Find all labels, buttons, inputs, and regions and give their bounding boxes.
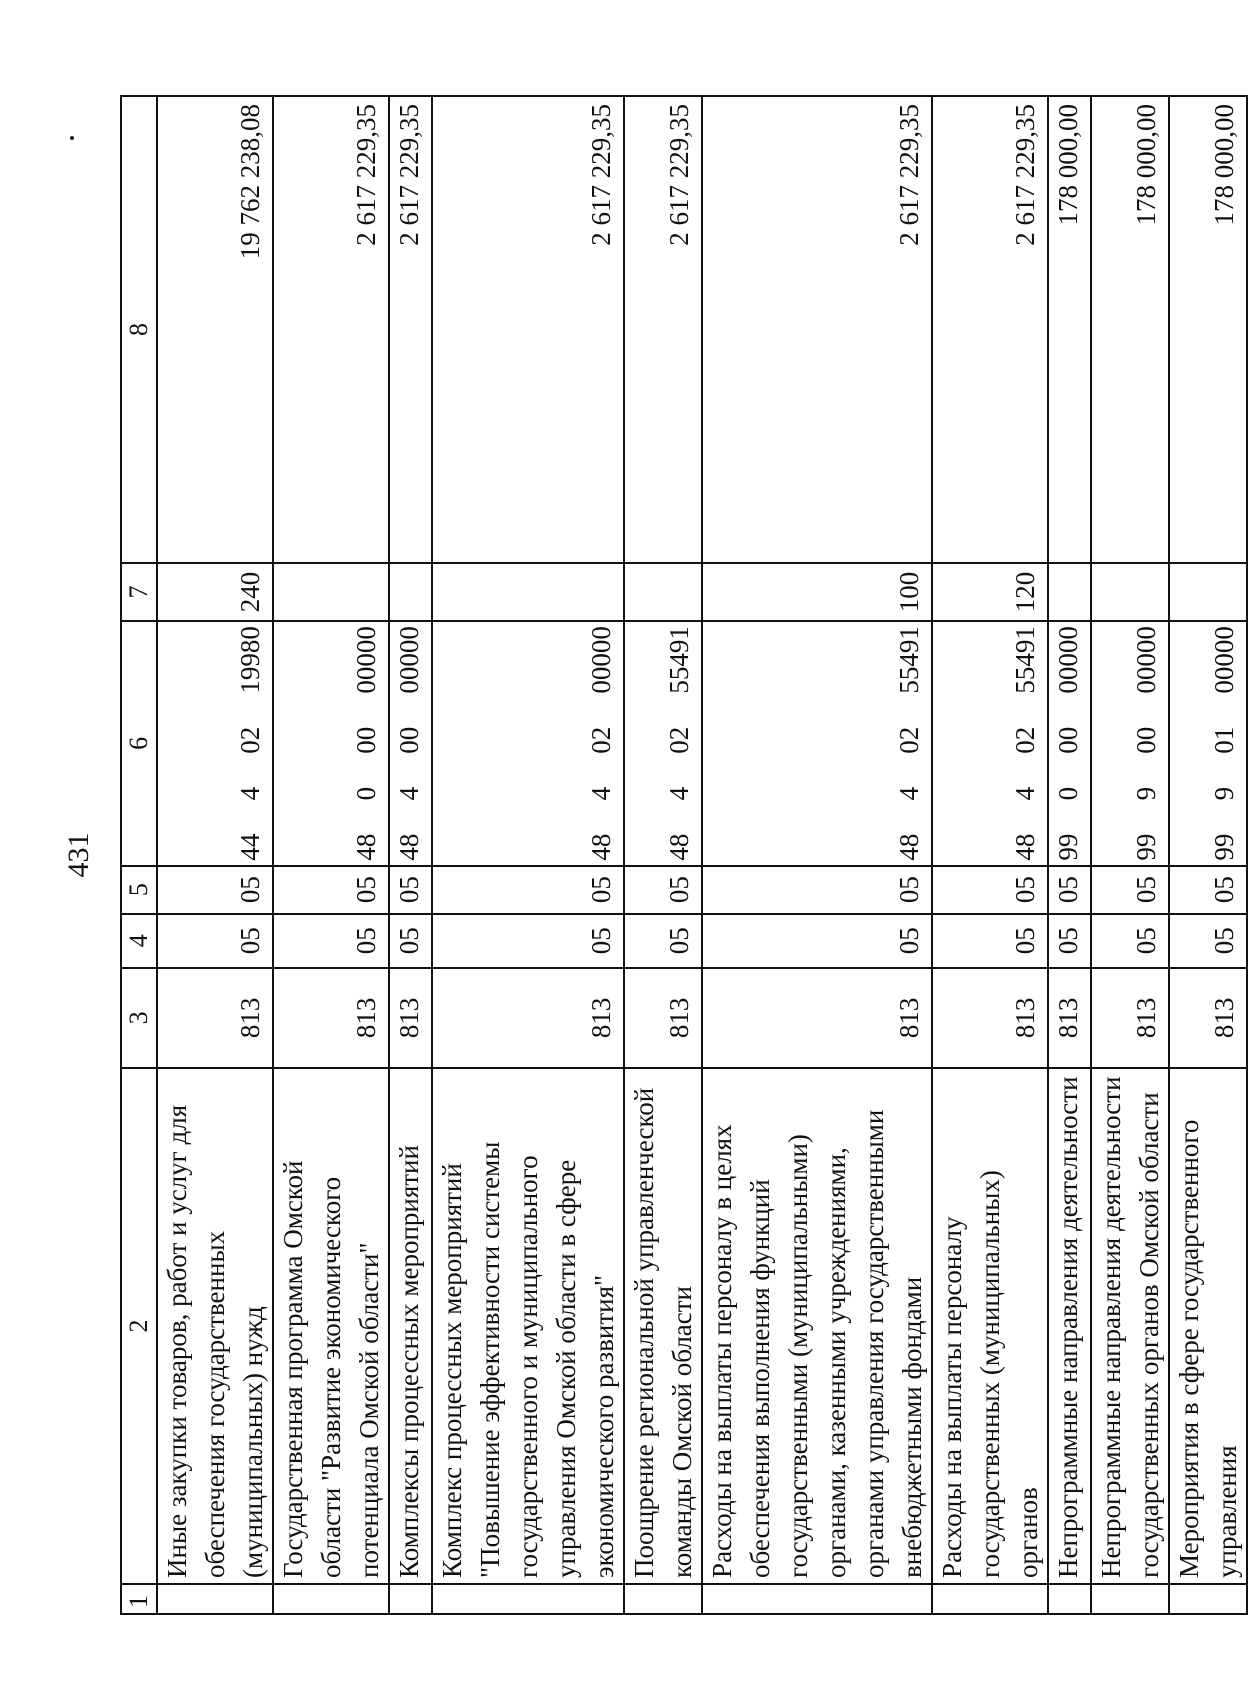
header-row	[121, 96, 157, 1614]
row-name-cell: Иные закупки товаров, работ и услуг для обеспечения государственных (муниципальных) нужд	[157, 1068, 273, 1584]
target-article-part: 02	[586, 726, 616, 754]
target-article-part: 0	[1053, 786, 1083, 801]
target-article-part: 02	[235, 726, 265, 754]
target-article-part: 4	[664, 786, 694, 801]
target-article-cell	[702, 621, 932, 865]
target-article-part: 48	[351, 833, 381, 861]
header-cell: 7	[121, 563, 157, 621]
page-number: 431	[62, 832, 95, 878]
expense-type-cell	[432, 563, 624, 621]
target-article-part: 4	[586, 786, 616, 801]
expense-type-cell	[1091, 563, 1169, 621]
code-cell: 813	[389, 968, 432, 1068]
section-cell: 05	[273, 914, 389, 968]
target-article-part: 00	[1131, 726, 1161, 754]
subsection-cell: 05	[1169, 866, 1247, 914]
amount-cell: 2 617 229,35	[932, 96, 1048, 563]
subsection-cell: 05	[1091, 866, 1169, 914]
section-cell: 05	[1169, 914, 1247, 968]
target-article-part: 44	[235, 833, 265, 861]
subsection-cell: 05	[432, 866, 624, 914]
target-article-part: 02	[894, 726, 924, 754]
code-cell: 813	[157, 968, 273, 1068]
subsection-cell: 05	[273, 866, 389, 914]
target-article-part: 48	[1010, 833, 1040, 861]
amount-cell: 2 617 229,35	[273, 96, 389, 563]
amount-cell: 178 000,00	[1091, 96, 1169, 563]
table-row	[1169, 96, 1247, 1614]
target-article-part: 00000	[1053, 626, 1083, 694]
section-cell: 05	[157, 914, 273, 968]
target-article-part: 00000	[586, 626, 616, 694]
header-cell: 5	[121, 866, 157, 914]
section-cell: 05	[1048, 914, 1091, 968]
amount-cell: 178 000,00	[1048, 96, 1091, 563]
row-index-cell	[273, 1584, 389, 1614]
table-row	[432, 96, 624, 1614]
target-article-part: 48	[394, 833, 424, 861]
target-article-part: 99	[1131, 833, 1161, 861]
target-article-part: 00	[1053, 726, 1083, 754]
target-article-part: 4	[1010, 786, 1040, 801]
budget-table	[120, 95, 1248, 1615]
expense-type-cell	[1048, 563, 1091, 621]
target-article-part: 48	[894, 833, 924, 861]
row-index-cell	[157, 1584, 273, 1614]
row-index-cell	[1048, 1584, 1091, 1614]
target-article-part: 55491	[894, 626, 924, 694]
subsection-cell: 05	[1048, 866, 1091, 914]
code-cell: 813	[702, 968, 932, 1068]
target-article-cell	[273, 621, 389, 865]
code-cell: 813	[273, 968, 389, 1068]
row-name-cell: Непрограммные направления деятельности государственных органов Омской области	[1091, 1068, 1169, 1584]
amount-cell: 2 617 229,35	[389, 96, 432, 563]
target-article-cell	[932, 621, 1048, 865]
target-article-part: 00000	[351, 626, 381, 694]
row-name-cell: Расходы на выплаты персоналу государственных (муниципальных) органов	[932, 1068, 1048, 1584]
row-index-cell	[1169, 1584, 1247, 1614]
header-cell: 3	[121, 968, 157, 1068]
table-row	[1091, 96, 1169, 1614]
header-cell: 6	[121, 621, 157, 865]
table-row	[389, 96, 432, 1614]
expense-type-cell: 100	[702, 563, 932, 621]
section-cell: 05	[702, 914, 932, 968]
expense-type-cell	[1169, 563, 1247, 621]
target-article-part: 55491	[664, 626, 694, 694]
target-article-part: 4	[394, 786, 424, 801]
row-index-cell	[432, 1584, 624, 1614]
row-name-cell: Поощрение региональной управленческой команды Омской области	[624, 1068, 702, 1584]
row-index-cell	[624, 1584, 702, 1614]
table-row	[702, 96, 932, 1614]
row-index-cell	[1091, 1584, 1169, 1614]
target-article-cell	[1048, 621, 1091, 865]
code-cell: 813	[432, 968, 624, 1068]
target-article-cell	[624, 621, 702, 865]
expense-type-cell	[273, 563, 389, 621]
table-row	[932, 96, 1048, 1614]
target-article-part: 4	[235, 786, 265, 801]
target-article-part: 99	[1209, 833, 1239, 861]
section-cell: 05	[432, 914, 624, 968]
target-article-part: 48	[664, 833, 694, 861]
target-article-cell	[389, 621, 432, 865]
section-cell: 05	[624, 914, 702, 968]
header-cell: 2	[121, 1068, 157, 1584]
target-article-part: 9	[1131, 786, 1161, 801]
section-cell: 05	[389, 914, 432, 968]
row-index-cell	[702, 1584, 932, 1614]
table-row	[624, 96, 702, 1614]
target-article-part: 55491	[1010, 626, 1040, 694]
target-article-part: 00000	[394, 626, 424, 694]
amount-cell: 19 762 238,08	[157, 96, 273, 563]
target-article-part: 99	[1053, 833, 1083, 861]
code-cell: 813	[1169, 968, 1247, 1068]
expense-type-cell	[624, 563, 702, 621]
target-article-part: 00	[351, 726, 381, 754]
row-name-cell: Государственная программа Омской области "Развитие экономического потенциала Омской области"	[273, 1068, 389, 1584]
amount-cell: 2 617 229,35	[432, 96, 624, 563]
subsection-cell: 05	[624, 866, 702, 914]
row-name-cell: Комплексы процессных мероприятий	[389, 1068, 432, 1584]
target-article-part: 02	[1010, 726, 1040, 754]
row-index-cell	[932, 1584, 1048, 1614]
target-article-cell	[432, 621, 624, 865]
target-article-part: 02	[664, 726, 694, 754]
target-article-part: 19980	[235, 626, 265, 694]
row-name-cell: Комплекс процессных мероприятий "Повышение эффективности системы государственного и муниципального управления Омской области в сфере экономического развития"	[432, 1068, 624, 1584]
code-cell: 813	[624, 968, 702, 1068]
row-name-cell: Непрограммные направления деятельности	[1048, 1068, 1091, 1584]
subsection-cell: 05	[157, 866, 273, 914]
target-article-cell	[157, 621, 273, 865]
target-article-part: 00000	[1131, 626, 1161, 694]
target-article-cell	[1169, 621, 1247, 865]
expense-type-cell	[389, 563, 432, 621]
row-index-cell	[389, 1584, 432, 1614]
subsection-cell: 05	[702, 866, 932, 914]
subsection-cell: 05	[389, 866, 432, 914]
code-cell: 813	[1091, 968, 1169, 1068]
table-row	[1048, 96, 1091, 1614]
section-cell: 05	[932, 914, 1048, 968]
target-article-part: 00	[394, 726, 424, 754]
amount-cell: 2 617 229,35	[624, 96, 702, 563]
subsection-cell: 05	[932, 866, 1048, 914]
expense-type-cell: 120	[932, 563, 1048, 621]
row-name-cell: Расходы на выплаты персоналу в целях обеспечения выполнения функций государственными (муниципальными) органами, казенными учреждениями, органами управления государственными внебюджетными фондами	[702, 1068, 932, 1584]
rotated-page	[50, 95, 1242, 1615]
amount-cell: 2 617 229,35	[702, 96, 932, 563]
target-article-part: 9	[1209, 786, 1239, 801]
table-body	[121, 96, 1247, 1614]
target-article-cell	[1091, 621, 1169, 865]
code-cell: 813	[1048, 968, 1091, 1068]
table-row	[273, 96, 389, 1614]
table-row	[157, 96, 273, 1614]
expense-type-cell: 240	[157, 563, 273, 621]
target-article-part: 4	[894, 786, 924, 801]
code-cell: 813	[932, 968, 1048, 1068]
amount-cell: 178 000,00	[1169, 96, 1247, 563]
row-name-cell: Мероприятия в сфере государственного управления	[1169, 1068, 1247, 1584]
section-cell: 05	[1091, 914, 1169, 968]
header-cell: 1	[121, 1584, 157, 1614]
header-cell: 4	[121, 914, 157, 968]
target-article-part: 0	[351, 786, 381, 801]
target-article-part: 00000	[1209, 626, 1239, 694]
target-article-part: 01	[1209, 726, 1239, 754]
stray-dot	[70, 136, 74, 140]
header-cell: 8	[121, 96, 157, 563]
target-article-part: 48	[586, 833, 616, 861]
